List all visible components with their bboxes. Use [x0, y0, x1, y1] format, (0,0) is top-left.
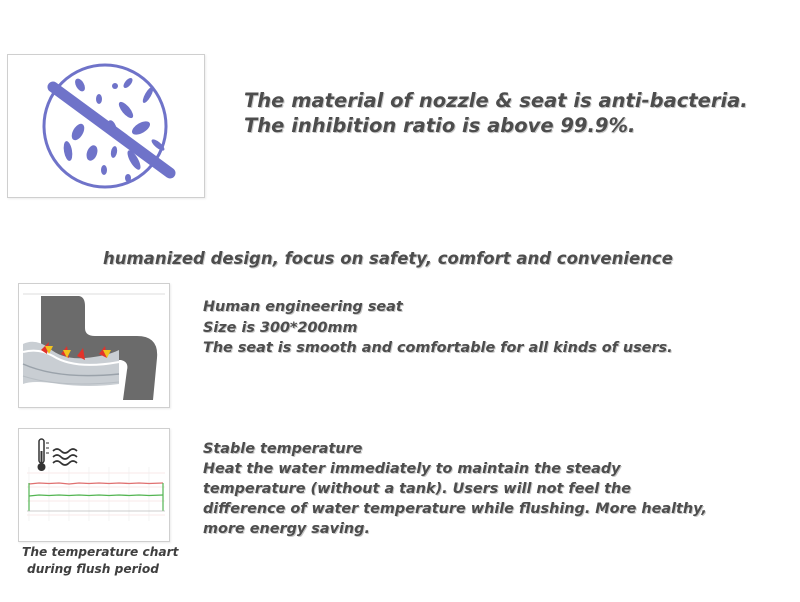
chart-caption-line-2: during flush period	[27, 562, 159, 576]
temperature-line-5: more energy saving.	[203, 521, 370, 537]
antibacteria-image	[7, 54, 205, 198]
bacteria-prohibited-icon	[8, 55, 204, 197]
antibacteria-line-2: The inhibition ratio is above 99.9%.	[244, 114, 636, 137]
seat-line-1: Human engineering seat	[203, 299, 403, 315]
chart-caption-line-1: The temperature chart	[22, 545, 179, 559]
seat-line-3: The seat is smooth and comfortable for all kinds of users.	[203, 340, 673, 356]
seat-cross-section-icon	[19, 284, 169, 407]
temperature-line-1: Stable temperature	[203, 441, 363, 457]
seat-image	[18, 283, 170, 408]
temperature-line-4: difference of water temperature while flushing. More healthy,	[203, 501, 707, 517]
antibacteria-line-1: The material of nozzle & seat is anti-bacteria.	[244, 89, 748, 112]
thermometer-water-icon	[19, 429, 169, 541]
temperature-line-2: Heat the water immediately to maintain the steady	[203, 461, 621, 477]
temperature-line-3: temperature (without a tank). Users will not feel the	[203, 481, 632, 497]
tagline: humanized design, focus on safety, comfort and convenience	[103, 249, 673, 268]
seat-line-2: Size is 300*200mm	[203, 320, 358, 336]
temperature-chart-image	[18, 428, 170, 542]
